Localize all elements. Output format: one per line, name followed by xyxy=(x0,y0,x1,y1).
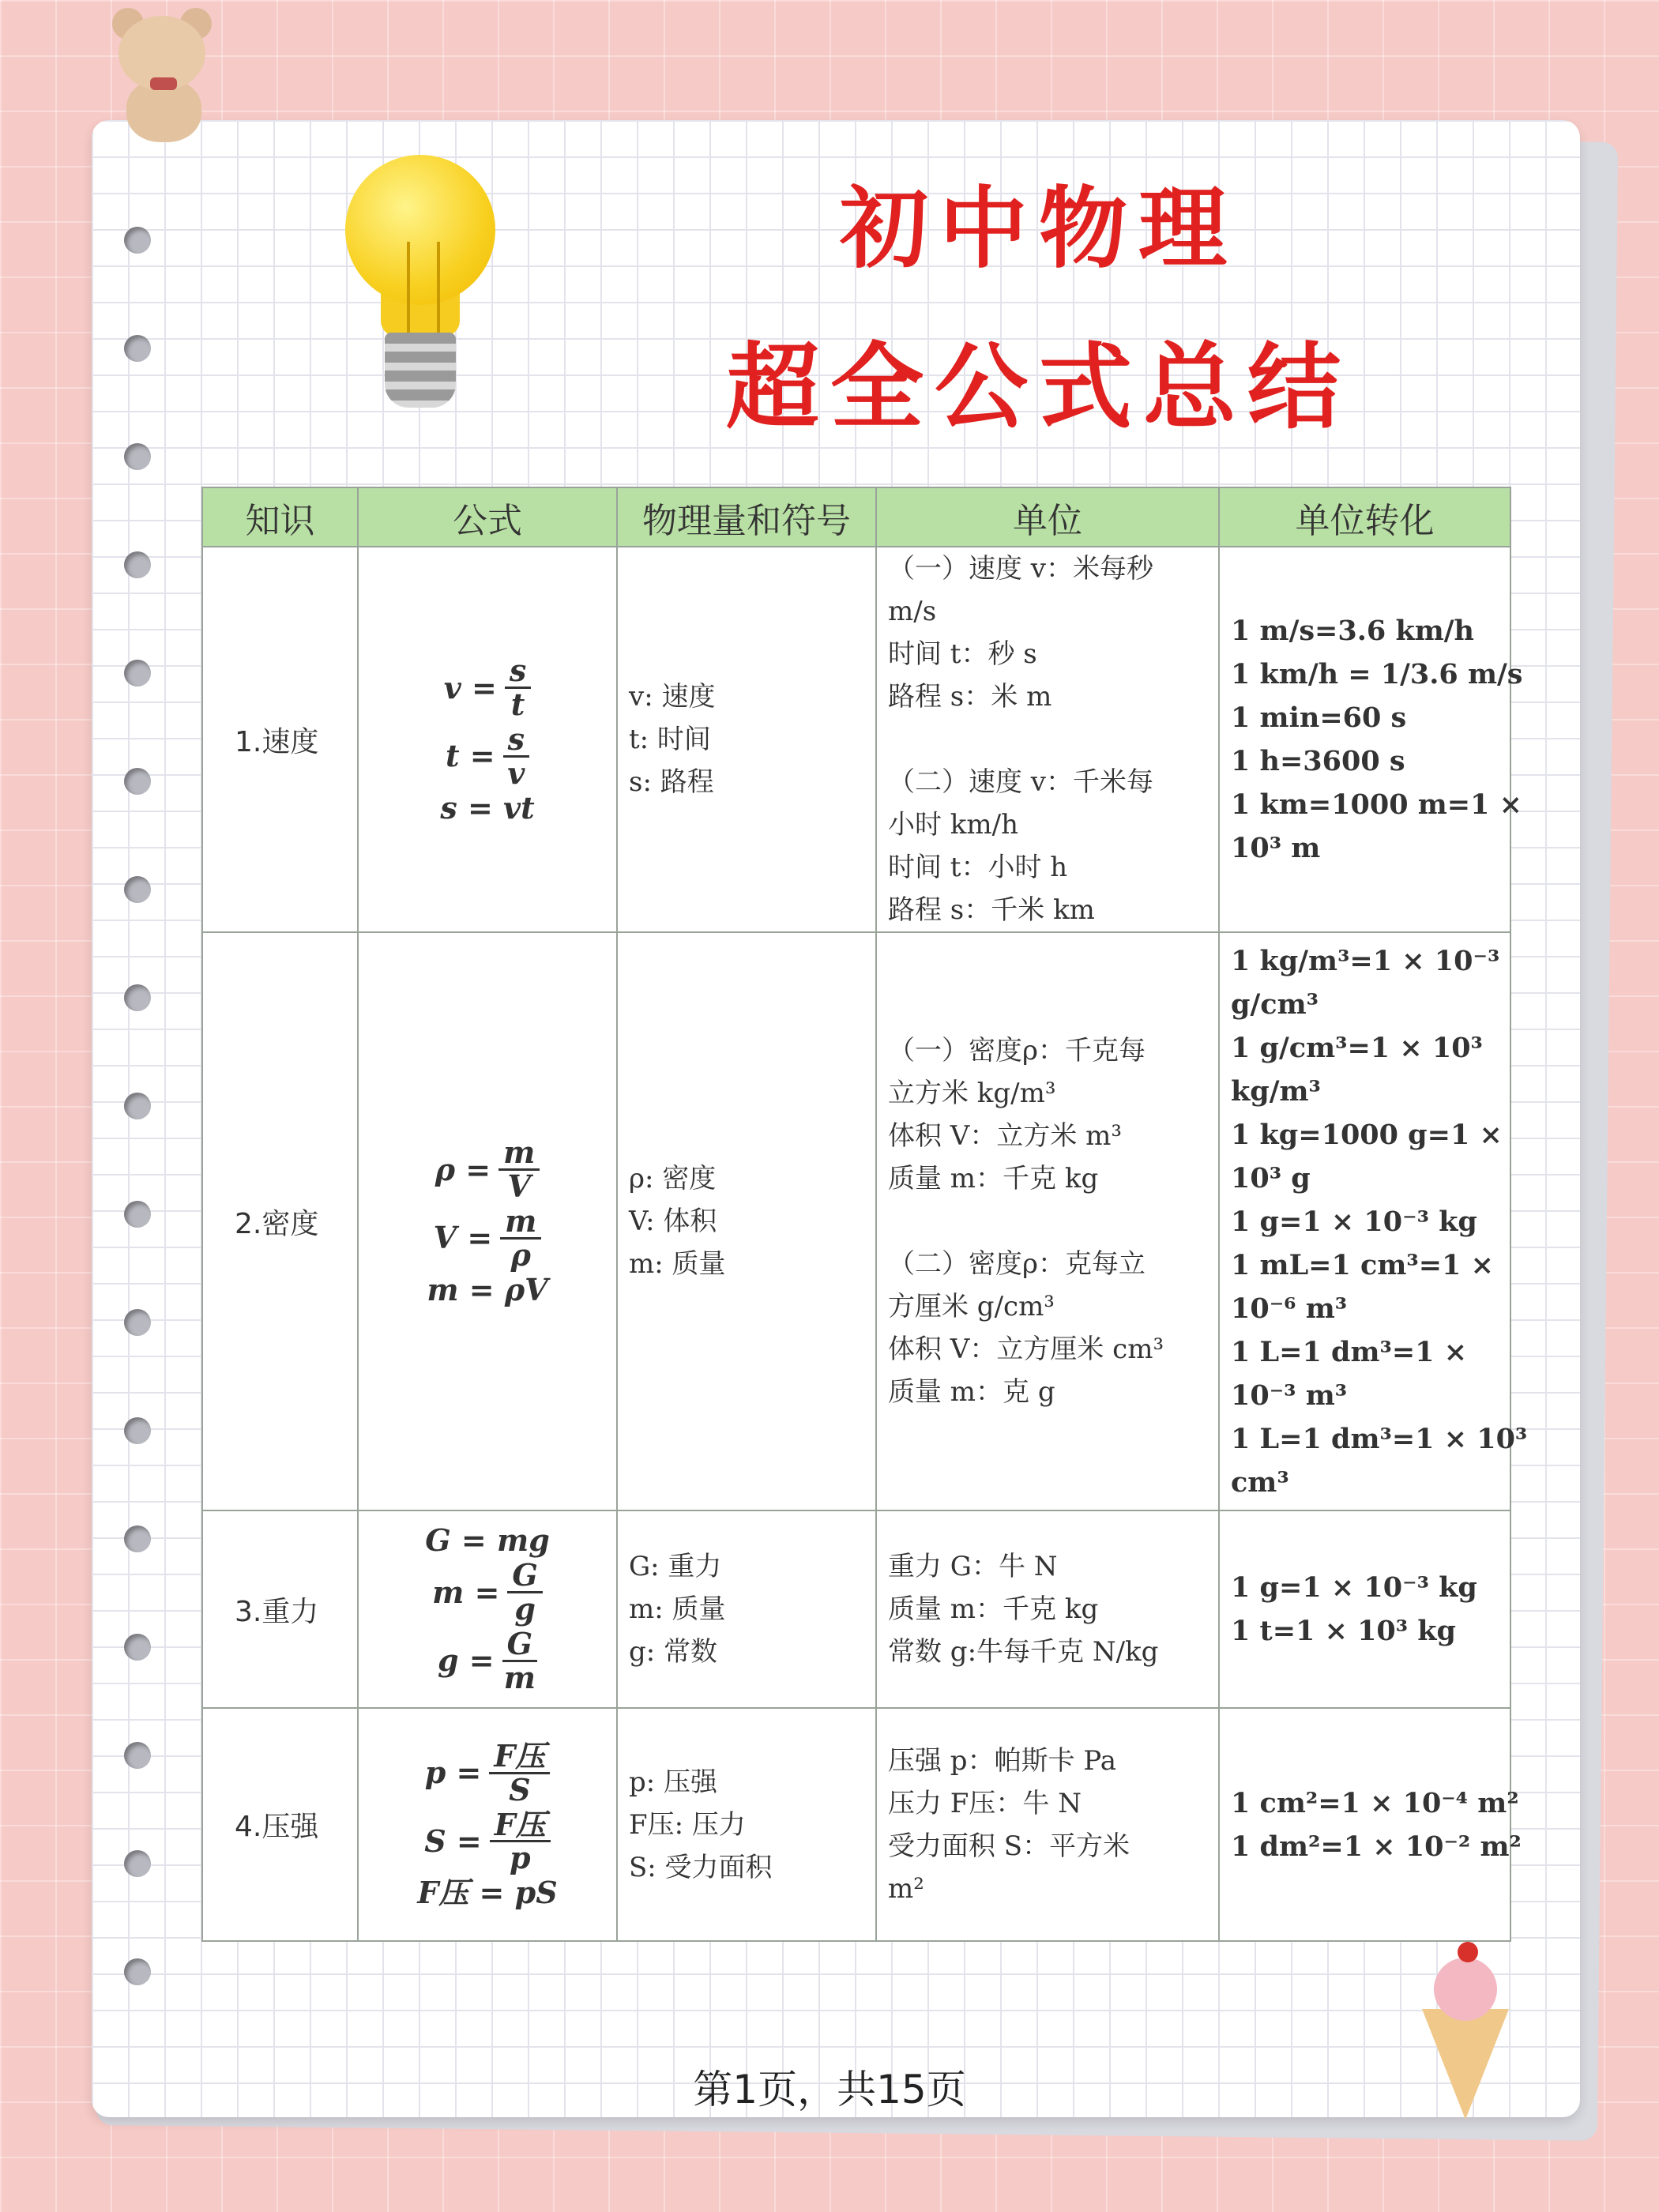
binder-hole xyxy=(124,1634,151,1661)
conversion-line: 1 t=1 × 10³ kg xyxy=(1231,1615,1457,1647)
binder-hole xyxy=(124,1093,151,1119)
table-header-row xyxy=(202,487,1510,547)
unit-line: 受力面积 S：平方米 xyxy=(888,1830,1130,1862)
unit-cell xyxy=(876,547,1219,932)
formula-table xyxy=(201,487,1528,1942)
fraction-denominator: v xyxy=(507,754,525,791)
unit-line: 体积 V：立方米 m³ xyxy=(888,1120,1123,1152)
formula xyxy=(427,1271,548,1307)
formula-expression: s = vt xyxy=(440,789,535,826)
conversion-cell xyxy=(1219,1708,1522,1941)
binder-hole xyxy=(124,1850,151,1877)
unit-line: 质量 m：千克 kg xyxy=(888,1163,1099,1194)
unit-line: （二）速度 v：千米每 xyxy=(888,766,1154,798)
unit-cell xyxy=(876,932,1219,1510)
formula-stack xyxy=(359,653,616,825)
symbol-line: t: 时间 xyxy=(629,724,711,755)
conversion-line: 10³ g xyxy=(1231,1161,1311,1194)
formula-expression: F压 = pS xyxy=(417,1875,558,1911)
unit-line: 压力 F压：牛 N xyxy=(888,1787,1082,1819)
formula xyxy=(417,1877,557,1909)
formula-expression: G = mg xyxy=(425,1522,550,1559)
table-row xyxy=(202,1510,1510,1708)
topic-cell: 4.压强 xyxy=(202,1708,358,1941)
unit-line: 压强 p：帕斯卡 Pa xyxy=(888,1744,1116,1777)
table-row xyxy=(202,1708,1510,1941)
teddy-bear-icon xyxy=(103,8,229,142)
conversion-line: 10⁻³ m³ xyxy=(1231,1379,1348,1412)
page-subtitle: 超全公式总结 xyxy=(725,333,1352,442)
conversion-line: 1 cm²=1 × 10⁻⁴ m² xyxy=(1231,1786,1519,1819)
binder-hole xyxy=(124,1525,151,1552)
unit-line: m² xyxy=(888,1872,924,1905)
unit-cell xyxy=(876,1510,1219,1708)
unit-line: 体积 V：立方厘米 cm³ xyxy=(888,1334,1164,1365)
formula xyxy=(434,1134,540,1205)
symbol-cell xyxy=(617,547,876,932)
fraction xyxy=(498,1134,540,1205)
binder-hole xyxy=(124,984,151,1011)
conversion-line: 1 km/h = 1/3.6 m/s xyxy=(1231,658,1523,690)
table-row xyxy=(202,547,1510,932)
unit-line: 立方米 kg/m³ xyxy=(888,1078,1056,1109)
fraction xyxy=(489,1737,550,1808)
unit-line: （二）密度ρ：克每立 xyxy=(888,1248,1146,1280)
unit-line: 常数 g:牛每千克 N/kg xyxy=(888,1636,1159,1668)
conversion-line: 1 m/s=3.6 km/h xyxy=(1231,615,1474,647)
fraction-numerator: F压 xyxy=(490,1809,551,1843)
unit-line: （一）密度ρ：千克每 xyxy=(888,1035,1146,1066)
header-unit-conversion: 单位转化 xyxy=(1219,487,1510,547)
conversion-cell xyxy=(1219,1510,1510,1708)
fraction-denominator: ρ xyxy=(510,1236,531,1273)
formula xyxy=(432,1559,543,1625)
symbol-line: g: 常数 xyxy=(629,1636,718,1668)
symbol-line: F压: 压力 xyxy=(629,1808,746,1841)
binder-hole xyxy=(124,1958,151,1985)
topic-cell: 1.速度 xyxy=(202,547,358,932)
fraction-denominator: S xyxy=(509,1771,531,1808)
topic-cell: 3.重力 xyxy=(202,1510,358,1708)
fraction xyxy=(502,1625,537,1695)
symbol-line: V: 体积 xyxy=(629,1206,717,1237)
formula-lhs: t = xyxy=(445,738,495,774)
symbol-line: s: 路程 xyxy=(629,766,714,798)
conversion-line: cm³ xyxy=(1231,1465,1289,1499)
unit-line: 路程 s：米 m xyxy=(888,681,1052,713)
conversion-line: 1 min=60 s xyxy=(1231,702,1407,734)
binder-hole xyxy=(124,660,151,687)
formula-lhs: v = xyxy=(443,669,497,705)
fraction xyxy=(507,1559,542,1625)
fraction-denominator: g xyxy=(514,1591,536,1627)
symbol-line: G: 重力 xyxy=(629,1551,722,1582)
table-row xyxy=(202,932,1510,1510)
fraction-denominator: V xyxy=(507,1168,531,1205)
fraction-numerator: m xyxy=(498,1137,540,1171)
formula-cell xyxy=(358,932,617,1510)
symbol-cell xyxy=(617,932,876,1510)
fraction xyxy=(500,1203,541,1273)
symbol-line: ρ: 密度 xyxy=(629,1163,717,1194)
header-unit: 单位 xyxy=(876,487,1219,547)
symbol-cell xyxy=(617,1708,876,1941)
page-title: 初中物理 xyxy=(840,178,1238,280)
fraction-denominator: p xyxy=(509,1840,531,1876)
conversion-line: 10⁻⁶ m³ xyxy=(1231,1292,1348,1325)
formula-lhs: g = xyxy=(437,1642,495,1679)
conversion-line: 1 dm²=1 × 10⁻² m² xyxy=(1231,1830,1522,1863)
formula-stack xyxy=(359,1135,616,1307)
formula-cell xyxy=(358,547,617,932)
fraction-numerator: G xyxy=(502,1628,537,1662)
formula-lhs: V = xyxy=(433,1220,493,1256)
unit-line: m/s xyxy=(888,596,937,627)
conversion-line: 1 g=1 × 10⁻³ kg xyxy=(1231,1571,1477,1604)
formula-stack xyxy=(359,1739,616,1910)
binder-hole xyxy=(124,768,151,795)
unit-line: 重力 G：牛 N xyxy=(888,1551,1058,1582)
fraction-denominator: t xyxy=(510,687,525,723)
unit-line: （一）速度 v：米每秒 xyxy=(888,553,1154,585)
header-topic: 知识 xyxy=(202,487,358,547)
symbol-line: p: 压强 xyxy=(629,1766,718,1798)
fraction-numerator: m xyxy=(500,1206,541,1240)
formula xyxy=(424,1806,551,1876)
fraction xyxy=(503,721,529,791)
formula xyxy=(437,1625,537,1695)
conversion-line: g/cm³ xyxy=(1231,988,1319,1021)
conversion-line: 1 km=1000 m=1 × xyxy=(1231,788,1522,821)
unit-line: 质量 m：千克 kg xyxy=(888,1593,1099,1625)
unit-cell xyxy=(876,1708,1219,1941)
binder-hole xyxy=(124,1309,151,1336)
formula-cell xyxy=(358,1708,617,1941)
formula-stack xyxy=(359,1523,616,1695)
conversion-line: 1 g/cm³=1 × 10³ xyxy=(1231,1031,1483,1064)
light-bulb-icon xyxy=(345,155,495,419)
formula-cell xyxy=(358,1510,617,1708)
symbol-line: m: 质量 xyxy=(629,1593,726,1625)
binder-hole xyxy=(124,551,151,578)
conversion-line: 1 h=3600 s xyxy=(1231,745,1405,777)
conversion-line: 1 L=1 dm³=1 × xyxy=(1231,1335,1468,1368)
unit-line: 方厘米 g/cm³ xyxy=(888,1291,1055,1322)
binder-hole xyxy=(124,1742,151,1769)
conversion-line: 1 mL=1 cm³=1 × xyxy=(1231,1248,1494,1281)
unit-line: 时间 t：秒 s xyxy=(888,638,1037,670)
binder-hole xyxy=(124,876,151,903)
formula xyxy=(445,721,529,791)
conversion-line: 1 kg=1000 g=1 × xyxy=(1231,1118,1503,1151)
unit-line: 路程 s：千米 km xyxy=(888,894,1095,926)
page-indicator: 第1页，共15页 xyxy=(693,2067,966,2112)
header-formula: 公式 xyxy=(358,487,617,547)
formula xyxy=(424,1737,551,1808)
conversion-cell xyxy=(1219,932,1528,1510)
formula-lhs: ρ = xyxy=(434,1151,491,1187)
unit-line: 小时 km/h xyxy=(888,809,1019,841)
binder-hole xyxy=(124,443,151,470)
fraction-numerator: F压 xyxy=(489,1740,550,1774)
conversion-line: 1 kg/m³=1 × 10⁻³ xyxy=(1231,944,1500,977)
formula-lhs: S = xyxy=(424,1823,482,1859)
formula xyxy=(425,1522,550,1559)
symbol-cell xyxy=(617,1510,876,1708)
topic-cell: 2.密度 xyxy=(202,932,358,1510)
conversion-cell xyxy=(1219,547,1523,932)
formula xyxy=(440,789,535,826)
fraction-numerator: s xyxy=(503,724,529,758)
fraction xyxy=(490,1806,551,1876)
unit-line: 质量 m：克 g xyxy=(888,1376,1055,1408)
fraction-numerator: G xyxy=(507,1559,542,1593)
binder-hole xyxy=(124,335,151,362)
binder-hole xyxy=(124,1201,151,1228)
conversion-line: 10³ m xyxy=(1231,832,1321,864)
unit-line xyxy=(888,1200,1207,1243)
conversion-line: 1 L=1 dm³=1 × 10³ xyxy=(1231,1422,1528,1455)
conversion-line: kg/m³ xyxy=(1231,1074,1321,1108)
fraction-denominator: m xyxy=(503,1659,536,1695)
symbol-line: v: 速度 xyxy=(629,681,716,713)
formula-expression: m = ρV xyxy=(427,1271,548,1307)
formula-lhs: p = xyxy=(424,1755,482,1791)
formula-lhs: m = xyxy=(432,1574,500,1610)
unit-line: 时间 t：小时 h xyxy=(888,852,1068,883)
binder-hole xyxy=(124,227,151,254)
header-quantity-symbol: 物理量和符号 xyxy=(617,487,876,547)
fraction xyxy=(505,653,531,723)
conversion-line: 1 g=1 × 10⁻³ kg xyxy=(1231,1205,1477,1238)
unit-line xyxy=(888,718,1207,761)
fraction-numerator: s xyxy=(505,655,531,689)
symbol-line: S: 受力面积 xyxy=(629,1851,773,1883)
formula xyxy=(433,1203,542,1273)
symbol-line: m: 质量 xyxy=(629,1248,726,1280)
binder-hole xyxy=(124,1417,151,1444)
formula xyxy=(443,653,532,723)
